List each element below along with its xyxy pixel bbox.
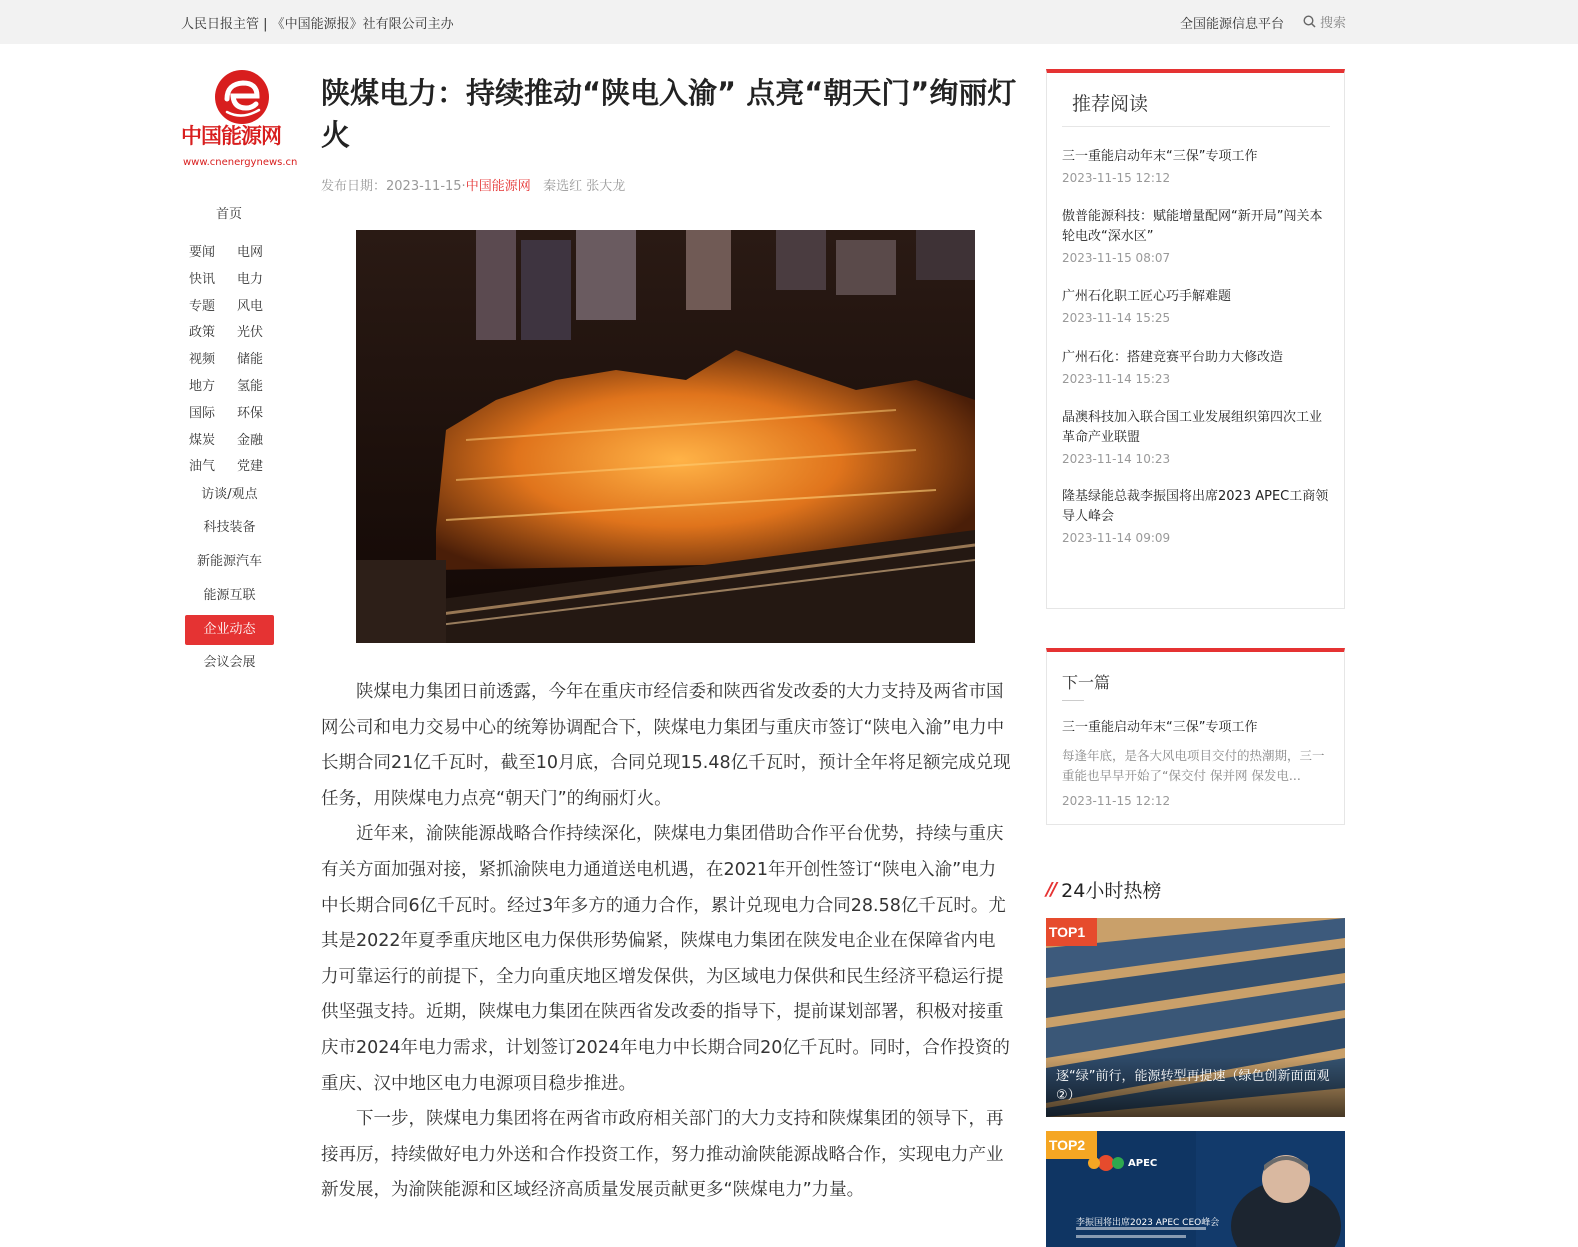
nav-item-enterprise-news[interactable]: 企业动态 <box>185 615 274 645</box>
nav-row <box>189 429 269 456</box>
recommended-item-date: 2023-11-15 12:12 <box>1062 171 1171 185</box>
next-article-title[interactable]: 三一重能启动年末“三保”专项工作 <box>1062 720 1258 735</box>
nav-item[interactable]: 专题 <box>189 298 216 314</box>
recommended-item[interactable] <box>1062 207 1334 265</box>
recommended-item[interactable] <box>1062 487 1334 545</box>
nav-item[interactable]: 环保 <box>237 405 264 421</box>
night-city-image <box>356 230 975 643</box>
article-title: 陕煤电力：持续推动“陕电入渝” 点亮“朝天门”绚丽灯火 <box>321 76 1017 152</box>
article-meta <box>321 175 625 194</box>
recommended-item-title[interactable]: 隆基绿能总裁李振国将出席2023 APEC工商领导人峰会 <box>1062 489 1329 524</box>
recommended-item-title[interactable]: 傲普能源科技：赋能增量配网“新开局”闯关本轮电改“深水区” <box>1062 209 1323 244</box>
nav-row <box>189 402 269 429</box>
nav-item[interactable]: 电网 <box>237 245 264 260</box>
nav-item-conferences[interactable]: 会议会展 <box>203 655 256 670</box>
search-icon <box>1303 15 1316 28</box>
article-paragraph: 下一步，陕煤电力集团将在两省市政府相关部门的大力支持和陕煤集团的领导下，再接再厉，持续做好电力外送和合作投资工作，努力推动渝陕能源战略合作，实现电力产业新发展，为渝陕能源和区域经济高质量发展贡献更多“陕煤电力”力量。 <box>321 1109 1004 1201</box>
nav-item[interactable]: 电力 <box>237 271 264 287</box>
recommended-item-date: 2023-11-14 10:23 <box>1062 452 1171 466</box>
hot-list-heading <box>1046 876 1161 903</box>
nav-item[interactable]: 煤炭 <box>189 432 216 448</box>
nav-row <box>189 348 269 375</box>
logo-name: 中国能源网 <box>181 123 281 148</box>
nav-home[interactable]: 首页 <box>215 207 242 222</box>
search-label: 搜索 <box>1319 16 1346 31</box>
article-paragraph: 陕煤电力集团日前透露，今年在重庆市经信委和陕西省发改委的大力支持及两省市国网公司和电力交易中心的统筹协调配合下，陕煤电力集团与重庆市签订“陕电入渝”电力中长期合同21亿千瓦时，截至10月底，合同兑现15.48亿千瓦时，预计全年将足额完成兑现任务，用陕煤电力点亮“朝天门”的绚丽灯火。 <box>321 682 1011 809</box>
nav-item-nev[interactable]: 新能源汽车 <box>196 554 262 569</box>
recommended-item-title[interactable]: 广州石化职工匠心巧手解难题 <box>1062 289 1232 304</box>
nav-item[interactable]: 视频 <box>189 352 216 368</box>
nav-item[interactable]: 快讯 <box>189 271 216 287</box>
nav-row <box>189 321 269 348</box>
hot-list-title: 24小时热榜 <box>1061 880 1162 902</box>
recommended-item-date: 2023-11-14 15:23 <box>1062 372 1171 386</box>
logo-url: www.cnenergynews.cn <box>183 157 298 168</box>
nav-row <box>189 241 269 268</box>
heading-underline <box>1062 700 1084 701</box>
nav-item[interactable]: 政策 <box>189 325 216 341</box>
nav-row <box>189 455 269 482</box>
nav-item[interactable]: 风电 <box>237 298 264 314</box>
next-article-summary: 每逢年底，是各大风电项目交付的热潮期，三一重能也早早开始了“保交付 保并网 保发电... <box>1062 748 1325 783</box>
nav-item-energy-internet[interactable]: 能源互联 <box>203 588 256 603</box>
article-paragraph: 近年来，渝陕能源战略合作持续深化，陕煤电力集团借助合作平台优势，持续与重庆有关方面加强对接，紧抓渝陕电力通道送电机遇，在2021年开创性签订“陕电入渝”电力中长期合同6亿千瓦时。经过3年多方的通力合作，累计兑现电力合同28.58亿千瓦时。尤其是2022年夏季重庆地区电力保供形势偏紧，陕煤电力集团在陕发电企业在保障省内电力可靠运行的前提下，全力向重庆地区增发保供，为区域电力保供和民生经济平稳运行提供坚强支持。近期，陕煤电力集团在陕西省发改委的指导下，提前谋划部署，积极对接重庆市2024年电力需求，计划签订2024年电力中长期合同20亿千瓦时。同时，合作投资的重庆、汉中地区电力电源项目稳步推进。 <box>321 824 1010 1094</box>
publisher-info: 人民日报主管 | 《中国能源报》社有限公司主办 <box>181 17 454 32</box>
recommended-panel <box>1046 69 1345 609</box>
nav-item[interactable]: 金融 <box>237 432 264 448</box>
recommended-item-title[interactable]: 三一重能启动年末“三保”专项工作 <box>1062 149 1258 164</box>
apec-image-title: 李振国将出席2023 APEC CEO峰会 <box>1076 1218 1220 1228</box>
next-article-date: 2023-11-15 12:12 <box>1062 794 1171 808</box>
nav-row <box>189 268 269 295</box>
next-article-heading: 下一篇 <box>1062 673 1111 692</box>
nav-item[interactable]: 要闻 <box>189 245 216 260</box>
nav-item[interactable]: 氢能 <box>237 378 264 394</box>
nav-row <box>189 375 269 402</box>
logo-e-icon <box>213 68 271 126</box>
nav-item[interactable]: 地方 <box>189 378 216 394</box>
top-bar <box>0 0 1578 44</box>
next-article-panel <box>1046 648 1345 825</box>
nav-item-tech-equipment[interactable]: 科技装备 <box>203 520 256 535</box>
article-source-link[interactable]: 中国能源网 <box>465 179 531 194</box>
recommended-item-date: 2023-11-15 08:07 <box>1062 251 1171 265</box>
nav-item[interactable]: 国际 <box>189 405 216 421</box>
recommended-item[interactable] <box>1062 147 1334 185</box>
nav-item[interactable]: 油气 <box>189 459 216 475</box>
recommended-item[interactable] <box>1062 408 1334 466</box>
nav-row <box>189 295 269 322</box>
search-button[interactable] <box>1303 12 1346 31</box>
publish-date: 发布日期：2023-11-15· <box>321 179 466 194</box>
recommended-item-date: 2023-11-14 15:25 <box>1062 311 1171 325</box>
platform-link[interactable]: 全国能源信息平台 <box>1179 17 1284 32</box>
hot-item[interactable] <box>1046 918 1345 1117</box>
hot-item[interactable] <box>1046 1131 1345 1247</box>
recommended-item[interactable] <box>1062 287 1334 325</box>
apec-logo: APEC <box>1128 1158 1158 1169</box>
nav-item[interactable]: 党建 <box>237 459 264 475</box>
nav-item[interactable]: 储能 <box>237 352 264 368</box>
slash-icon: // <box>1046 879 1056 900</box>
article-authors: 秦选红 张大龙 <box>543 179 626 194</box>
recommended-heading: 推荐阅读 <box>1062 89 1330 127</box>
rank-badge: TOP2 <box>1046 1131 1097 1159</box>
rank-badge: TOP1 <box>1046 918 1097 946</box>
nav-item[interactable]: 光伏 <box>237 325 264 341</box>
article-photo <box>356 230 975 643</box>
recommended-item-title[interactable]: 广州石化：搭建竞赛平台助力大修改造 <box>1062 350 1284 365</box>
recommended-item-date: 2023-11-14 09:09 <box>1062 531 1171 545</box>
recommended-item-title[interactable]: 晶澳科技加入联合国工业发展组织第四次工业革命产业联盟 <box>1062 410 1323 445</box>
nav-item-interviews[interactable]: 访谈/观点 <box>201 487 258 502</box>
site-logo[interactable] <box>181 68 303 172</box>
recommended-item[interactable] <box>1062 348 1334 386</box>
article-body <box>321 675 1011 1209</box>
nav-grid <box>189 241 269 482</box>
hot-item-caption[interactable]: 逐“绿”前行，能源转型再提速（绿色创新面面观②） <box>1046 1057 1345 1117</box>
